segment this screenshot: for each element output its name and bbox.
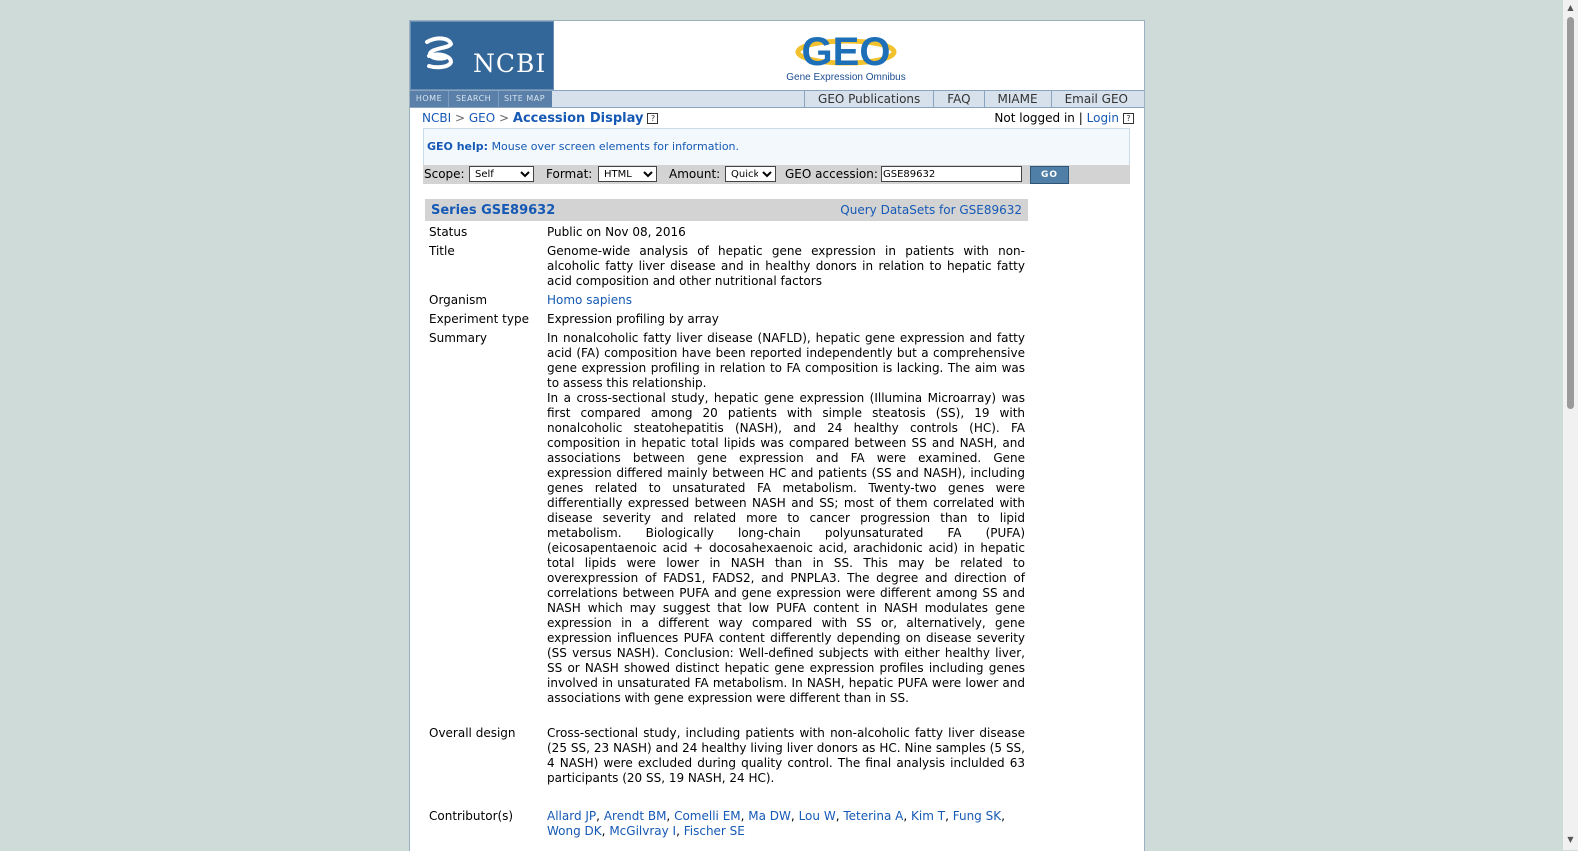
scroll-thumb[interactable] — [1567, 17, 1574, 409]
contributor-sep: , — [945, 809, 949, 823]
overall-design-row — [429, 726, 1029, 786]
breadcrumb-current: Accession Display — [512, 111, 644, 126]
title-row — [429, 244, 1029, 289]
summary-value — [547, 331, 1025, 706]
accession-input[interactable] — [881, 166, 1022, 182]
contributor-link[interactable]: Fung SK — [952, 809, 1002, 823]
geo-logo-mark — [781, 27, 911, 73]
contributor-sep: , — [835, 809, 840, 823]
login-link[interactable]: Login — [1086, 111, 1119, 125]
contributor-link[interactable]: Arendt BM — [603, 809, 667, 823]
geo-nav — [804, 91, 1144, 107]
accession-label: GEO accession: — [785, 167, 878, 181]
format-label: Format: — [546, 167, 593, 181]
series-title: Series GSE89632 — [431, 203, 556, 218]
amount-select[interactable] — [725, 166, 776, 182]
contributor-link[interactable]: Lou W — [798, 809, 836, 823]
status-row — [429, 225, 1029, 240]
contributor-sep: , — [666, 809, 671, 823]
ncbi-nav — [410, 91, 552, 107]
contributor-link[interactable]: Teterina A — [843, 809, 904, 823]
organism-link[interactable]: Homo sapiens — [547, 293, 633, 307]
contributor-sep: , — [601, 824, 606, 838]
nav-geo-publications[interactable]: GEO Publications — [804, 91, 933, 107]
amount-label: Amount: — [669, 167, 721, 181]
organism-label: Organism — [429, 293, 488, 307]
geo-page — [409, 20, 1145, 851]
page-header — [410, 21, 1144, 90]
contributor-sep: , — [790, 809, 795, 823]
contributor-sep: , — [740, 809, 745, 823]
ncbi-logo[interactable] — [410, 21, 554, 90]
contributor-sep: , — [596, 809, 600, 823]
breadcrumb-sep: > — [499, 111, 510, 125]
overall-design-label: Overall design — [429, 726, 516, 740]
overall-design-value: Cross-sectional study, including patients with non-alcoholic fatty liver disease (25 SS, 23 NASH) and 24 healthy living liver donors as HC. Nine samples (5 SS, 4 NASH) were excluded during quality control. The final analysis inclulded 63 participants (20 SS, 19 NASH, 24 HC). — [547, 726, 1025, 785]
page-scrollbar[interactable] — [1563, 0, 1578, 850]
status-value: Public on Nov 08, 2016 — [547, 225, 686, 239]
login-sep: | — [1078, 111, 1083, 125]
series-header — [425, 199, 1028, 221]
breadcrumb — [422, 111, 658, 126]
contributors-row — [429, 809, 1029, 839]
summary-row — [429, 331, 1029, 705]
contributor-link[interactable]: Wong DK — [547, 824, 602, 838]
scroll-down-arrow-icon[interactable]: ▼ — [1567, 835, 1574, 844]
contributor-link[interactable]: Fischer SE — [683, 824, 745, 838]
top-navbar — [410, 90, 1144, 108]
summary-paragraph: In nonalcoholic fatty liver disease (NAFLD), hepatic gene expression and fatty acid (FA) composition have been reported independently but a comprehensive gene expression profiling in relation to FA composition is lacking. The aim was to assess this relationship. — [547, 331, 1025, 390]
breadcrumb-sep: > — [454, 111, 466, 125]
contributor-sep: , — [1001, 809, 1005, 823]
contributors-value — [547, 809, 1025, 839]
title-label: Title — [429, 244, 455, 258]
help-question-icon[interactable]: ? — [647, 113, 658, 124]
geo-help-text — [427, 140, 739, 153]
scope-select[interactable] — [469, 166, 534, 182]
ncbi-logo-text: NCBI — [473, 49, 547, 78]
nav-faq[interactable]: FAQ — [933, 91, 983, 107]
dna-helix-icon — [421, 34, 461, 74]
nav-miame[interactable]: MIAME — [984, 91, 1051, 107]
contributor-sep: , — [903, 809, 908, 823]
contributor-link[interactable]: Kim T — [911, 809, 946, 823]
login-status — [994, 111, 1134, 125]
summary-paragraph: In a cross-sectional study, hepatic gene expression (Illumina Microarray) was first compared among 20 patients with simple steatosis (SS), 19 with nonalcoholic steatohepatitis (NASH), and 24 healthy controls (HC). FA composition in hepatic total lipids was compared between SS and NASH, and associations between gene expression and FA were examined. Gene expression differed mainly between HC and patients (SS and NASH), including genes related to unsaturated FA metabolism. Twenty-two genes were differentially expressed between NASH and SS; most of them correlated with disease severity and related more to cancer progression than to lipid metabolism. Biologically long-chain polyunsaturated FA (PUFA) (eicosapentaenoic acid + docosahexaenoic acid, arachidonic acid) in hepatic total lipids were lower in NASH than in SS. This may be related to overexpression of FADS1, FADS2, and PNPLA3. The degree and direction of correlations between PUFA and gene expression were different among SS and NASH which may suggest that low PUFA content in NASH modulates gene expression in a different way compared with SS or, alternatively, gene expression influences PUFA content differently depending on disease severity (SS versus NASH). Conclusion: Well-defined subjects with either healthy liver, SS or NASH showed distinct hepatic gene expression profiles including genes involved in unsaturated FA metabolism. In NASH, hepatic PUFA were lower and associations with gene expression were different than in SS. — [547, 391, 1025, 705]
geo-help-box — [423, 128, 1130, 166]
experiment-type-value: Expression profiling by array — [547, 312, 719, 326]
query-datasets-link[interactable]: Query DataSets for GSE89632 — [840, 203, 1022, 217]
login-help-icon[interactable]: ? — [1123, 113, 1134, 124]
organism-row — [429, 293, 1029, 308]
contributors-label: Contributor(s) — [429, 809, 514, 823]
login-status-text: Not logged in — [994, 111, 1075, 125]
experiment-type-label: Experiment type — [429, 312, 529, 326]
accession-form — [423, 165, 1130, 184]
breadcrumb-bar — [410, 108, 1144, 128]
geo-logo-text: GEO — [801, 30, 891, 73]
title-value: Genome-wide analysis of hepatic gene expression in patients with non-alcoholic fatty liver disease and in healthy donors in relation to hepatic fatty acid composition and other nutritional factors — [547, 244, 1025, 288]
breadcrumb-ncbi[interactable]: NCBI — [422, 111, 452, 125]
scope-label: Scope: — [424, 167, 465, 181]
geo-logo[interactable] — [781, 27, 911, 87]
status-label: Status — [429, 225, 468, 239]
geo-help-message: Mouse over screen elements for information. — [491, 140, 740, 153]
scroll-up-arrow-icon[interactable]: ▲ — [1567, 3, 1574, 12]
go-button[interactable]: GO — [1030, 166, 1069, 184]
experiment-type-row — [429, 312, 1029, 327]
contributor-link[interactable]: McGilvray I — [609, 824, 677, 838]
format-select[interactable] — [598, 166, 657, 182]
geo-help-label: GEO help: — [427, 140, 489, 153]
nav-home[interactable]: HOME — [410, 91, 449, 107]
geo-logo-subtitle: Gene Expression Omnibus — [786, 72, 906, 83]
contributor-sep: , — [676, 824, 680, 838]
contributor-link[interactable]: Comelli EM — [674, 809, 741, 823]
summary-label: Summary — [429, 331, 487, 345]
nav-email-geo[interactable]: Email GEO — [1051, 91, 1144, 107]
breadcrumb-geo[interactable]: GEO — [468, 111, 496, 125]
nav-search[interactable]: SEARCH — [449, 91, 499, 107]
contributor-link[interactable]: Ma DW — [748, 809, 791, 823]
contributor-link[interactable]: Allard JP — [547, 809, 597, 823]
nav-site-map[interactable]: SITE MAP — [503, 94, 546, 103]
